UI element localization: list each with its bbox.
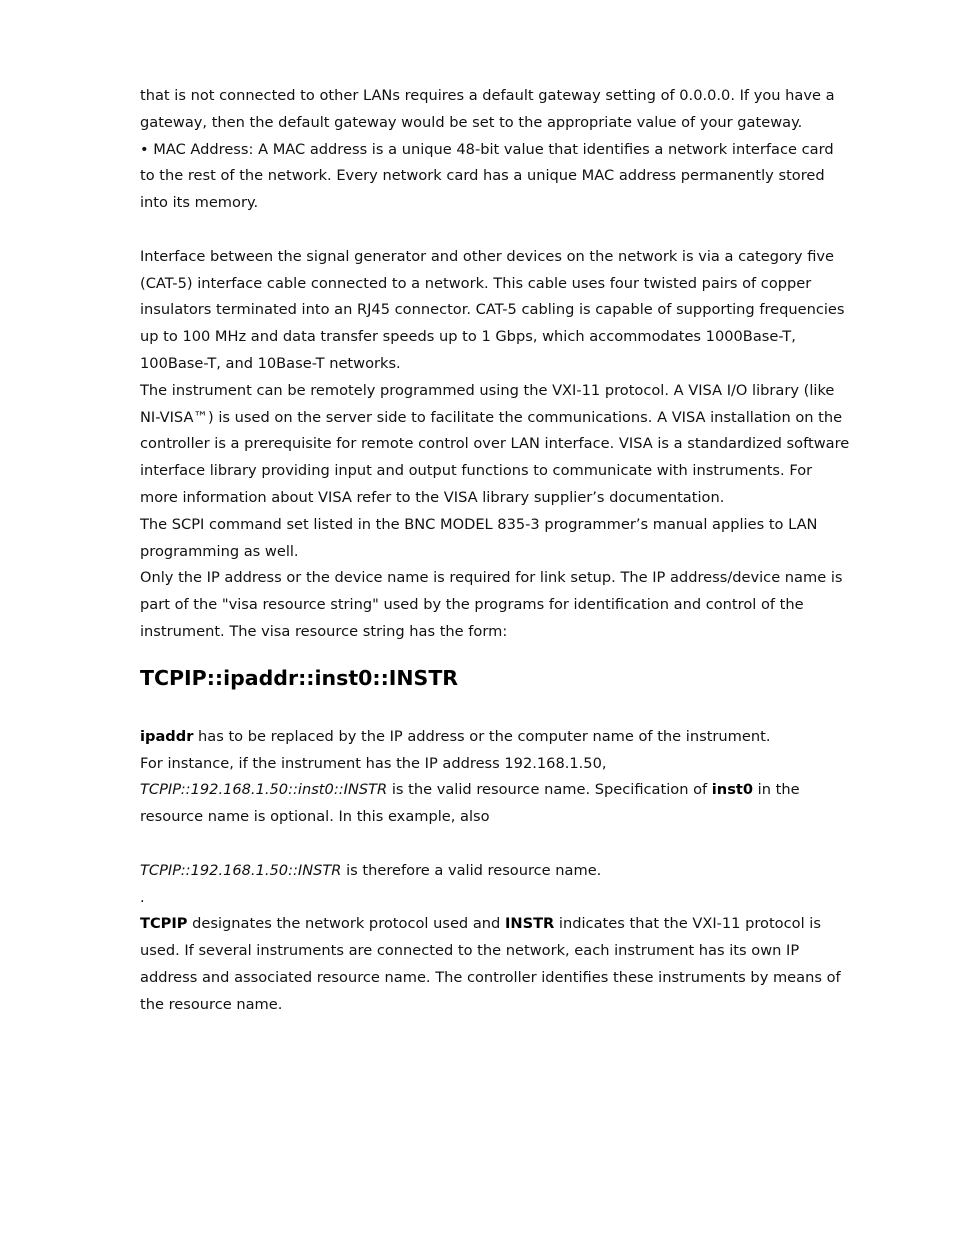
paragraph-scpi-command-set: The SCPI command set listed in the BNC MODEL 835-3 programmer’s manual applies to LAN programming as well. [140,515,818,560]
paragraph-mac-address: • MAC Address: A MAC address is a unique 48-bit value that identifies a network interface card to the rest of the network. Every network card has a unique MAC address permanently stored into its memory. [140,140,834,212]
ipaddr-description: has to be replaced by the IP address or the computer name of the instrument. [193,727,771,745]
paragraph-dot: . [140,888,145,906]
paragraph-example-intro: For instance, if the instrument has the IP address 192.168.1.50, [140,754,607,772]
example-resource-short: TCPIP::192.168.1.50::INSTR [140,861,342,879]
paragraph-ipaddr [140,724,852,751]
paragraph-gateway: that is not connected to other LANs requires a default gateway setting of 0.0.0.0. If you have a gateway, then the default gateway would be set to the appropriate value of your gateway. [140,87,835,131]
term-ipaddr: ipaddr [140,727,194,745]
paragraph-example-full [140,777,852,831]
example-resource-full: TCPIP::192.168.1.50::inst0::INSTR [140,781,388,799]
paragraph-cat5-interface: Interface between the signal generator and other devices on the network is via a category five (CAT-5) interface cable connected to a network. This cable uses four twisted pairs of copper insulators terminated into an RJ45 connector. CAT-5 cabling is capable of supporting frequencies up to 100 MHz and data transfer speeds up to 1 Gbps, which accommodates 1000Base-T, 100Base-T, and 10Base-T networks. [140,247,845,372]
document-page [140,83,852,1019]
term-inst0: inst0 [711,781,754,799]
paragraph-vxi11-protocol: The instrument can be remotely programmed using the VXI-11 protocol. A VISA I/O library (like NI-VISA™) is used on the server side to facilitate the communications. A VISA installation on the controller is a prerequisite for remote control over LAN interface. VISA is a standardized software interface library providing input and output functions to communicate with instruments. For more information about VISA refer to the VISA library supplier’s documentation. [140,381,850,506]
paragraph-example-short [140,858,852,885]
example-full-rest: in the resource name is optional. In this example, also [140,781,800,826]
example-full-text: is the valid resource name. Specification of [387,781,712,799]
tcpip-description: designates the network protocol used and [187,915,505,933]
paragraph-spacer [140,217,852,244]
resource-string-heading: TCPIP::ipaddr::inst0::INSTR [140,665,459,690]
term-instr: INSTR [504,915,555,933]
term-tcpip: TCPIP [140,915,188,933]
paragraph-tcpip-instr [140,911,852,1018]
example-short-text: is therefore a valid resource name. [341,861,602,879]
paragraph-link-setup: Only the IP address or the device name is required for link setup. The IP address/device name is part of the "visa resource string" used by the programs for identification and control of the instrument. The visa resource string has the form: [140,569,843,640]
instr-description: indicates that the VXI-11 protocol is used. If several instruments are connected to the network, each instrument has its own IP address and associated resource name. The controller identifies these instruments by means of the resource name. [140,915,841,1013]
paragraph-spacer [140,831,852,858]
